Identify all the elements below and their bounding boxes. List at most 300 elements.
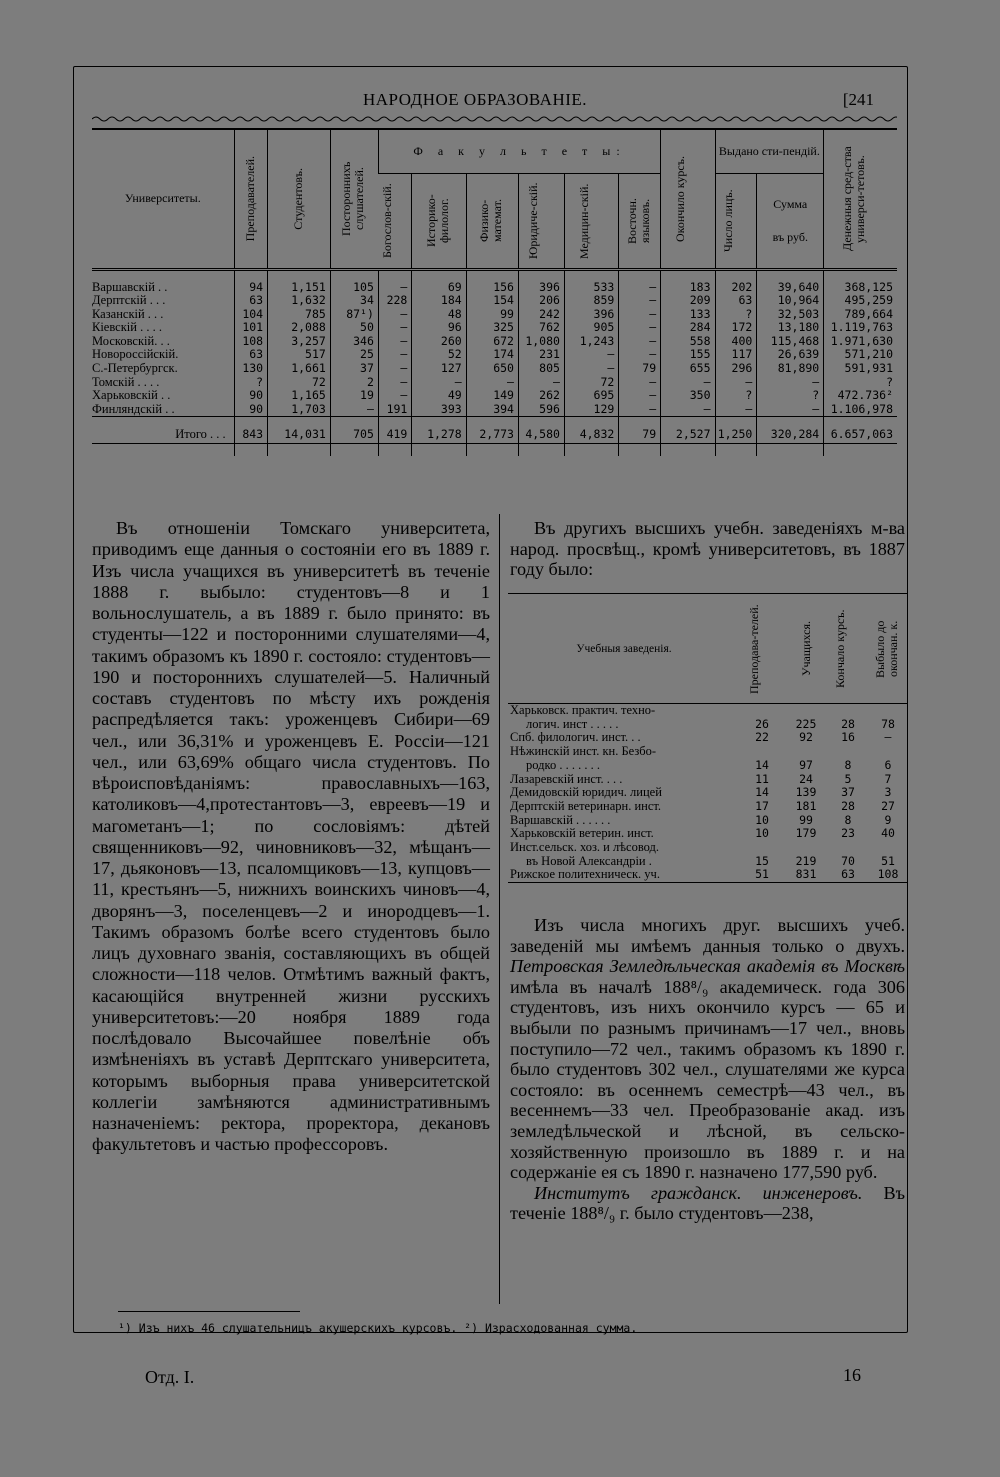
cell-f-law: 396 (518, 281, 564, 295)
spacer-cell (757, 444, 824, 457)
cell-f-theol: — (378, 281, 411, 295)
inst-cell-graduated: 8 (844, 812, 852, 827)
page-header-title: НАРОДНОЕ ОБРАЗОВАНІЕ. (363, 90, 588, 109)
cell-f-law: 231 (518, 348, 564, 362)
spacer-cell (268, 269, 331, 281)
cell-f-phys: 672 (466, 335, 518, 349)
cell-f-med: 695 (564, 389, 618, 403)
cell-f-hist: 127 (412, 362, 466, 376)
cell-stip-n: 172 (715, 321, 757, 335)
inst-name-line2: логич. инст . . . . . (526, 716, 619, 731)
inst-name (508, 800, 740, 814)
spacer-cell (412, 417, 466, 426)
spacer-cell (715, 417, 757, 426)
cell-f-med: 533 (564, 281, 618, 295)
inst-cell-graduated: 70 (841, 853, 855, 868)
cell-f-hist: 48 (412, 308, 466, 322)
cell-stip-n: 400 (715, 335, 757, 349)
cell-f-law: 805 (518, 362, 564, 376)
table-row (92, 362, 897, 376)
inst-cell-left: 78 (881, 716, 895, 731)
cell-name: Казанскій . . . (92, 306, 164, 321)
inst-cell-left: 9 (884, 812, 892, 827)
inst-name-line1: Харьковскій ветерин. инст. (510, 826, 654, 841)
inst-name-line2: въ Новой Александріи . (526, 853, 652, 868)
inst-cell-graduated: 5 (844, 771, 852, 786)
spacer-cell (234, 444, 267, 457)
cell-f-med: — (564, 348, 618, 362)
inst-name-line1: Рижское политехническ. уч. (510, 867, 660, 882)
col-header-funds: Денежныя сред-ства универси-тетовъ. (824, 129, 897, 269)
inst-cell-left: 40 (881, 826, 895, 841)
universities-table (92, 128, 897, 456)
cell-f-med: — (564, 362, 618, 376)
inst-cell-teachers: 51 (740, 868, 784, 882)
cell-f-hist: — (412, 376, 466, 390)
cell-name: Варшавскій . . (92, 279, 168, 294)
table-spacer-row (92, 417, 897, 426)
cell-stip-n: ? (715, 308, 757, 322)
cell-f-phys: 149 (466, 389, 518, 403)
cell-f-east: — (619, 335, 661, 349)
inst-name-line1: Харьковск. практич. техно- (510, 703, 656, 717)
cell-f-east: 79 (619, 362, 661, 376)
cell-funds: 1.106,978 (824, 403, 897, 417)
cell-f-hist: 96 (412, 321, 466, 335)
cell-teachers: 130 (234, 362, 267, 376)
spacer-cell (234, 417, 267, 426)
cell-teachers: 63 (234, 348, 267, 362)
cell-stip-sum: 13,180 (757, 321, 824, 335)
cell-funds: 1.971,630 (824, 335, 897, 349)
col-header-university: Университеты. (92, 129, 234, 269)
inst-cell-students: 97 (799, 757, 813, 772)
col-header-stipends: Выдано сти-пендій. (715, 129, 824, 173)
cell-f-hist: 184 (412, 294, 466, 308)
cell-teachers: ? (234, 376, 267, 390)
cell-graduated: 133 (661, 308, 715, 322)
inst-cell-teachers: 17 (755, 798, 769, 813)
inst-table-row (508, 773, 908, 787)
spacer-cell (466, 269, 518, 281)
cell-funds: ? (824, 376, 897, 390)
page-header-number: [241 (842, 90, 874, 109)
inst-name-line1: Спб. филологич. инст. . . (510, 730, 641, 745)
inst-cell-graduated: 23 (841, 826, 855, 841)
inst-table-row (508, 814, 908, 828)
cell-stip-n: 63 (715, 294, 757, 308)
inst-cell-left: 7 (884, 771, 892, 786)
cell-f-hist: 69 (412, 281, 466, 295)
spacer-cell (518, 269, 564, 281)
inst-name (508, 814, 740, 828)
cell-f-law: 596 (518, 403, 564, 417)
inst-table-row (508, 868, 908, 882)
spacer-cell (564, 444, 618, 457)
cell-funds: 1.119,763 (824, 321, 897, 335)
table-row (92, 376, 897, 390)
cell-stip-sum: 39,640 (757, 281, 824, 295)
spacer-cell (715, 444, 757, 457)
cell-f-phys: — (466, 376, 518, 390)
inst-cell-students: 181 (795, 798, 817, 813)
cell-students: 1,661 (268, 362, 331, 376)
spacer-cell (518, 444, 564, 457)
cell-funds: 789,664 (824, 308, 897, 322)
inst-cell-graduated: 63 (828, 868, 868, 882)
spacer-cell (661, 417, 715, 426)
inst-col-header-left: Выбыло до окончан. к. (868, 594, 908, 704)
col-header-students: Студентовъ. (268, 129, 331, 269)
cell-auditors: 2 (330, 376, 378, 390)
inst-name (508, 704, 740, 732)
cell-stip-sum: 26,639 (757, 348, 824, 362)
inst-name (508, 745, 740, 772)
inst-name (508, 868, 740, 882)
cell-auditors: 25 (330, 348, 378, 362)
cell-name: Дерптскій . . . (92, 293, 166, 308)
inst-name (508, 841, 740, 868)
table-total-row (92, 425, 897, 444)
cell-auditors: 346 (330, 335, 378, 349)
cell-stip-sum: 10,964 (757, 294, 824, 308)
inst-cell-left: — (884, 730, 892, 745)
cell-auditors: 34 (330, 294, 378, 308)
cell-f-med: 396 (564, 308, 618, 322)
inst-cell-students: 99 (799, 812, 813, 827)
spacer-cell (824, 417, 897, 426)
inst-cell-left: 27 (881, 798, 895, 813)
cell-f-law: 262 (518, 389, 564, 403)
cell-stip-sum: 115,468 (757, 335, 824, 349)
cell-graduated: 655 (661, 362, 715, 376)
col-header-faculty-law: Юридиче-скій. (518, 173, 564, 269)
cell-teachers: 90 (234, 403, 267, 417)
cell-f-theol: — (378, 308, 411, 322)
cell-funds: 571,210 (824, 348, 897, 362)
cell-f-phys: 650 (466, 362, 518, 376)
spacer-cell (378, 417, 411, 426)
cell-f-theol: — (378, 389, 411, 403)
inst-cell-students: 24 (799, 771, 813, 786)
inst-name-line1: Нѣжинскій инст. кн. Безбо- (510, 744, 657, 759)
cell-f-hist: 393 (412, 403, 466, 417)
col-header-stipend-count: Число лицъ. (715, 173, 757, 269)
spacer-cell (330, 444, 378, 457)
inst-cell-teachers: 14 (755, 785, 769, 800)
cell-auditors: 705 (330, 425, 378, 444)
spacer-cell (378, 269, 411, 281)
cell-f-law: 762 (518, 321, 564, 335)
cell-f-theol: 228 (378, 294, 411, 308)
cell-f-law: 242 (518, 308, 564, 322)
cell-f-phys: 394 (466, 403, 518, 417)
cell-f-east: — (619, 321, 661, 335)
cell-f-hist: 260 (412, 335, 466, 349)
cell-name: Новороссійскій. (92, 347, 179, 362)
cell-f-east: — (619, 294, 661, 308)
universities-table-body (92, 269, 897, 456)
cell-stip-n: ? (715, 389, 757, 403)
cell-stip-n: 296 (715, 362, 757, 376)
cell-f-theol: 419 (378, 425, 411, 444)
cell-students: 3,257 (268, 335, 331, 349)
col-header-faculty-medicine: Медицин-скій. (564, 173, 618, 269)
cell-f-theol: — (378, 335, 411, 349)
spacer-cell (234, 269, 267, 281)
cell-students: 1,632 (268, 294, 331, 308)
cell-graduated: — (661, 403, 715, 417)
inst-name (508, 731, 740, 745)
spacer-cell (92, 444, 234, 457)
cell-f-hist: 52 (412, 348, 466, 362)
table-row (92, 389, 897, 403)
inst-cell-teachers: 10 (755, 826, 769, 841)
footnote: ¹) Изъ нихъ 46 слушательницъ акушерскихъ курсовъ. ²) Израсходованная сумма. (118, 1321, 638, 1335)
cell-auditors: 50 (330, 321, 378, 335)
table-row (92, 403, 897, 417)
inst-col-header-graduated: Кончало курсъ. (828, 594, 868, 704)
col-header-faculty-physmath: Физико-математ. (466, 173, 518, 269)
inst-name (508, 773, 740, 787)
inst-name-line1: Дерптскій ветеринарн. инст. (510, 798, 662, 813)
cell-f-theol: 191 (378, 403, 411, 417)
inst-cell-left: 108 (868, 868, 908, 882)
spacer-cell (619, 444, 661, 457)
spacer-cell (757, 269, 824, 281)
footer-section: Отд. I. (145, 1367, 195, 1387)
inst-cell-left: 3 (884, 785, 892, 800)
inst-cell-graduated: 28 (841, 716, 855, 731)
table-row (92, 335, 897, 349)
inst-col-header-name: Учебныя заведенія. (508, 594, 740, 704)
cell-graduated: 155 (661, 348, 715, 362)
cell-f-law: 4,580 (518, 425, 564, 444)
cell-f-phys: 99 (466, 308, 518, 322)
institutions-table-body (508, 704, 908, 883)
cell-stip-n: 117 (715, 348, 757, 362)
cell-f-med: 859 (564, 294, 618, 308)
inst-cell-students: 831 (784, 868, 828, 882)
column-rule (499, 514, 500, 1304)
cell-graduated: 2,527 (661, 425, 715, 444)
spacer-cell (564, 269, 618, 281)
cell-f-med: 1,243 (564, 335, 618, 349)
inst-name-line1: Демидовскій юридич. лицей (510, 785, 662, 800)
col-header-teachers: Преподавателей. (234, 129, 267, 269)
cell-f-med: 72 (564, 376, 618, 390)
cell-students: 2,088 (268, 321, 331, 335)
cell-f-east: — (619, 308, 661, 322)
col-header-faculty-oriental: Восточн. языковъ. (619, 173, 661, 269)
inst-cell-students: 139 (795, 785, 817, 800)
cell-funds: 472.736² (824, 389, 897, 403)
inst-cell-teachers: 26 (755, 716, 769, 731)
cell-stip-n: — (715, 376, 757, 390)
spacer-cell (661, 269, 715, 281)
footer-page-number: 16 (843, 1365, 861, 1385)
right-paragraph-institute: Институтъ гражданск. инженеровъ. Въ теченіе 188⁸/₉ г. было студентовъ—238, (510, 1182, 905, 1224)
cell-f-hist: 1,278 (412, 425, 466, 444)
cell-funds: 368,125 (824, 281, 897, 295)
cell-students: 1,151 (268, 281, 331, 295)
cell-stip-n: 1,250 (715, 425, 757, 444)
cell-f-east: — (619, 389, 661, 403)
inst-cell-left: 51 (881, 853, 895, 868)
cell-students: 517 (268, 348, 331, 362)
inst-table-row (508, 827, 908, 841)
inst-table-row (508, 841, 908, 868)
inst-name-line1: Инст.сельск. хоз. и лѣсовод. (510, 840, 660, 855)
inst-table-row (508, 800, 908, 814)
running-head (73, 90, 906, 114)
inst-table-row (508, 731, 908, 745)
spacer-cell (564, 417, 618, 426)
spacer-cell (268, 417, 331, 426)
cell-students: 785 (268, 308, 331, 322)
cell-f-med: 905 (564, 321, 618, 335)
cell-f-hist: 49 (412, 389, 466, 403)
inst-cell-graduated: 8 (844, 757, 852, 772)
inst-name-line1: Лазаревскій инст. . . . (510, 771, 623, 786)
cell-teachers: 108 (234, 335, 267, 349)
cell-stip-sum: — (757, 403, 824, 417)
cell-f-east: 79 (619, 425, 661, 444)
cell-stip-n: — (715, 403, 757, 417)
cell-f-theol: — (378, 376, 411, 390)
cell-name: Харьковскій . . (92, 388, 171, 403)
cell-students: 72 (268, 376, 331, 390)
cell-f-theol: — (378, 348, 411, 362)
cell-auditors: — (330, 403, 378, 417)
cell-graduated: — (661, 376, 715, 390)
cell-funds: 591,931 (824, 362, 897, 376)
cell-f-phys: 2,773 (466, 425, 518, 444)
inst-name-line1: Варшавскій . . . . . . (510, 812, 611, 827)
cell-students: 14,031 (268, 425, 331, 444)
cell-graduated: 558 (661, 335, 715, 349)
cell-stip-sum: 32,503 (757, 308, 824, 322)
spacer-cell (412, 444, 466, 457)
table-row (92, 321, 897, 335)
inst-table-row (508, 704, 908, 732)
inst-cell-teachers: 10 (755, 812, 769, 827)
cell-f-phys: 156 (466, 281, 518, 295)
cell-name: Итого . . . (175, 426, 226, 441)
inst-cell-students: 225 (795, 716, 817, 731)
cell-stip-sum: — (757, 376, 824, 390)
cell-graduated: 209 (661, 294, 715, 308)
table-row (92, 281, 897, 295)
inst-table-row (508, 786, 908, 800)
cell-stip-sum: ? (757, 389, 824, 403)
inst-cell-teachers: 22 (755, 730, 769, 745)
spacer-cell (268, 444, 331, 457)
cell-f-phys: 174 (466, 348, 518, 362)
cell-f-phys: 325 (466, 321, 518, 335)
spacer-cell (330, 417, 378, 426)
left-paragraph: Въ отношеніи Томскаго университета, приводимъ еще данныя о состояніи его въ 1889 г. Изъ числа учащихся въ университетѣ въ теченіе 1888 г. выбыло: студентовъ—8 и 1 вольнослушатель, а въ 1889 г. было принято: въ студенты—122 и посторонними слушателями—4, такимъ образомъ къ 1890 г. состояло: студентовъ—190 и постороннихъ слушателей—5. Наличный составъ студентовъ по мѣсту ихъ рожденія распредѣляется такъ: уроженцевъ Сибири—69 чел., или 36,31% и уроженцевъ Е. Россіи—121 чел., или 63,69% общаго числа студентовъ. По вѣроисповѣданіямъ: православныхъ—163, католиковъ—4,протестантовъ—3, евреевъ—19 и магометанъ—1; по сословіямъ: дѣтей священниковъ—92, чиновниковъ—32, мѣщанъ—17, дьяконовъ—13, псаломщиковъ—13, купцовъ—11, крестьянъ—5, нижнихъ воинскихъ чиновъ—4, дворянъ—3, поселенцевъ—2 и инородцевъ—1. Такимъ образомъ болѣе всего студентовъ было лицъ духовнаго званія, составляющихъ въ общей сложности—118 челов. Отмѣтимъ важный фактъ, касающійся внутренней жизни русскихъ университетовъ:—20 ноября 1889 года послѣдовало Высочайшее повелѣніе объ измѣненіяхъ въ уставѣ Дерптскаго университета, которымъ выборныя права университетской коллегіи замѣняются административнымъ назначеніемъ: ректора, проректора, декановъ факультетовъ и частью профессоровъ. (92, 518, 490, 1155)
cell-name: Московскій. . . (92, 333, 170, 348)
footnote-rule (118, 1311, 300, 1312)
spacer-cell (518, 417, 564, 426)
spacer-cell (466, 417, 518, 426)
cell-f-med: 129 (564, 403, 618, 417)
cell-stip-sum: 320,284 (757, 425, 824, 444)
col-header-auditors: Постороннихъ слушателей. (330, 129, 378, 269)
inst-cell-graduated: 28 (841, 798, 855, 813)
cell-teachers: 94 (234, 281, 267, 295)
spacer-cell (824, 269, 897, 281)
cell-f-law: 206 (518, 294, 564, 308)
spacer-cell (619, 417, 661, 426)
institutions-table (508, 593, 908, 883)
cell-students: 1,165 (268, 389, 331, 403)
cell-auditors: 19 (330, 389, 378, 403)
cell-f-theol: — (378, 321, 411, 335)
cell-name: Кіевскій . . . . (92, 320, 162, 335)
inst-cell-teachers: 15 (755, 853, 769, 868)
cell-teachers: 104 (234, 308, 267, 322)
spacer-cell (619, 269, 661, 281)
cell-stip-n: 202 (715, 281, 757, 295)
spacer-cell (466, 444, 518, 457)
right-intro (510, 518, 905, 580)
cell-name: С.-Петербургск. (92, 361, 178, 376)
spacer-cell (661, 444, 715, 457)
inst-cell-students: 92 (799, 730, 813, 745)
cell-stip-sum: 81,890 (757, 362, 824, 376)
spacer-cell (330, 269, 378, 281)
cell-name: Финляндскій . . (92, 401, 175, 416)
right-text (510, 915, 905, 1224)
cell-f-law: 1,080 (518, 335, 564, 349)
spacer-cell (412, 269, 466, 281)
right-intro-text: Въ другихъ высшихъ учебн. заведеніяхъ м-ва народ. просвѣщ., кромѣ университетовъ, въ 1887 году было: (510, 518, 905, 580)
cell-teachers: 90 (234, 389, 267, 403)
cell-students: 1,703 (268, 403, 331, 417)
inst-cell-left: 6 (884, 757, 892, 772)
spacer-cell (824, 444, 897, 457)
inst-cell-students: 219 (795, 853, 817, 868)
spacer-cell (92, 269, 234, 281)
cell-graduated: 350 (661, 389, 715, 403)
inst-cell-teachers: 14 (755, 757, 769, 772)
spacer-cell (715, 269, 757, 281)
cell-f-east: — (619, 281, 661, 295)
col-header-faculties: Ф а к у л ь т е т ы: (378, 129, 660, 173)
cell-teachers: 63 (234, 294, 267, 308)
cell-name: Томскій . . . . (92, 374, 160, 389)
table-row (92, 348, 897, 362)
table-row (92, 308, 897, 322)
right-paragraph-academy: Изъ числа многихъ друг. высшихъ учеб. заведеній мы имѣемъ данныя только о двухъ. Петровская Земледѣльческая академія въ Москвѣ имѣла въ началѣ 188⁸/₉ академическ. года 306 студентовъ, изъ нихъ окончило курсъ — 65 и выбыли по разнымъ причинамъ—17 чел., вновь поступило—72 чел., такимъ образомъ къ 1890 г. было студентовъ 302 чел., слушателями же курса состояло: въ осеннемъ семестрѣ—43 чел., въ весеннемъ—33 чел. Преобразованіе акад. изъ земледѣльческой и лѣсной, въ сельско-хозяйственную произошло въ 1889 г. и на содержаніе ея съ 1890 г. назначено 177,590 руб. (510, 915, 905, 1183)
inst-name (508, 827, 740, 841)
inst-name-line2: родко . . . . . . . (526, 757, 600, 772)
cell-f-phys: 154 (466, 294, 518, 308)
cell-teachers: 843 (234, 425, 267, 444)
table-spacer-row (92, 444, 897, 457)
cell-funds: 495,259 (824, 294, 897, 308)
inst-cell-graduated: 37 (841, 785, 855, 800)
col-header-stipend-sum: Сумма въ руб. (757, 173, 824, 269)
col-header-graduated: Окончило курсъ. (661, 129, 715, 269)
cell-funds: 6.657,063 (824, 425, 897, 444)
cell-f-theol: — (378, 362, 411, 376)
spacer-cell (92, 417, 234, 426)
cell-f-east: — (619, 348, 661, 362)
cell-graduated: 183 (661, 281, 715, 295)
